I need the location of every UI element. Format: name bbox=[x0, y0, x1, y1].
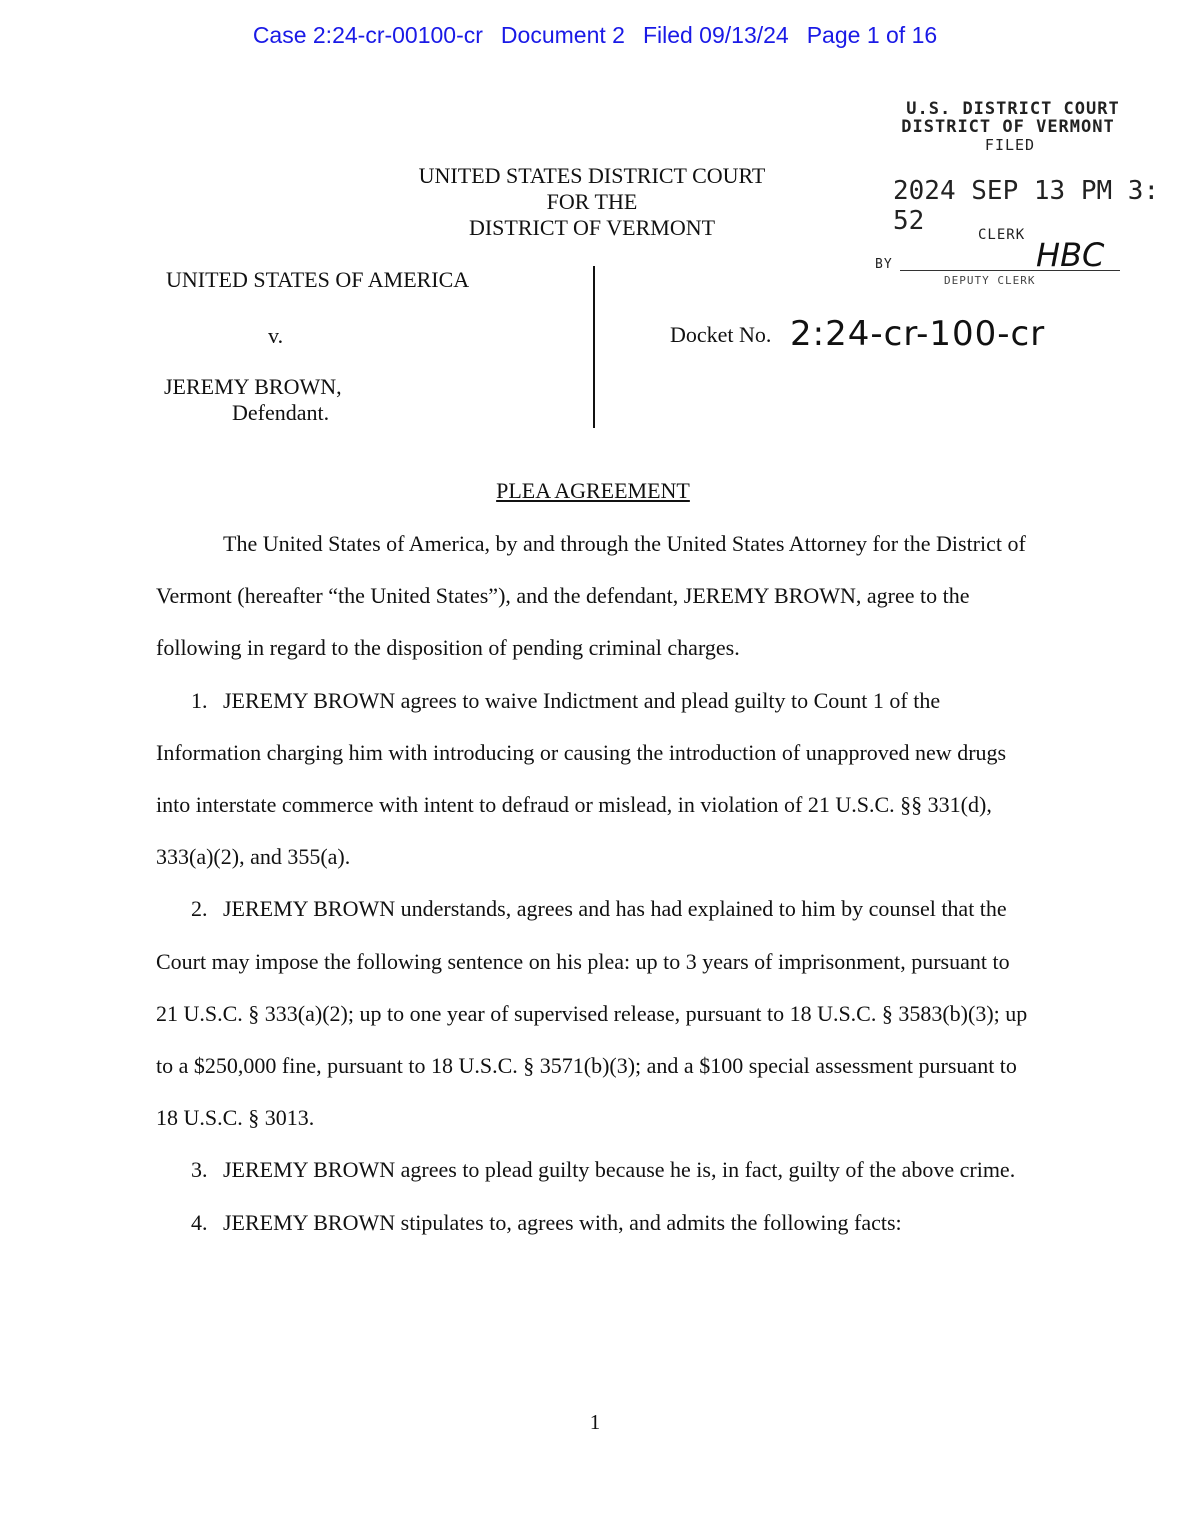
paragraph-2 bbox=[156, 883, 1036, 1144]
caption-defendant-role: Defendant. bbox=[232, 400, 330, 425]
paragraph-3-text: JEREMY BROWN agrees to plead guilty because he is, in fact, guilty of the above crime. bbox=[223, 1157, 1016, 1183]
paragraph-3-number: 3. bbox=[191, 1157, 208, 1183]
stamp-deputy: DEPUTY CLERK bbox=[944, 274, 1036, 287]
stamp-district: DISTRICT OF VERMONT bbox=[901, 117, 1115, 137]
document-number: Document 2 bbox=[500, 22, 625, 48]
stamp-by: BY bbox=[875, 257, 893, 272]
court-name: UNITED STATES DISTRICT COURT bbox=[418, 163, 766, 188]
paragraph-1-text: JEREMY BROWN agrees to waive Indictment and plead guilty to Count 1 of the Information charging him with introducing or causing the introduction of unapproved new drugs into interstate commerce with intent to defraud or mislead, in violation of 21 U.S.C. §§ 331(d), 333(a)(2), and 355(a). bbox=[156, 687, 1007, 870]
page-number: 1 bbox=[589, 1410, 601, 1434]
court-district: DISTRICT OF VERMONT bbox=[468, 215, 716, 240]
deputy-clerk-initials: HBC bbox=[1036, 236, 1105, 274]
stamp-clerk: CLERK bbox=[978, 227, 1026, 243]
page-count: Page 1 of 16 bbox=[806, 22, 938, 48]
document-body bbox=[156, 518, 1036, 1249]
paragraph-2-number: 2. bbox=[191, 896, 208, 922]
paragraph-1-number: 1. bbox=[191, 687, 208, 713]
stamp-datetime: 2024 SEP 13 PM 3: 52 bbox=[893, 176, 1160, 236]
stamp-court: U.S. DISTRICT COURT bbox=[906, 99, 1120, 119]
paragraph-4-text: JEREMY BROWN stipulates to, agrees with, and admits the following facts: bbox=[223, 1209, 902, 1235]
caption-plaintiff: UNITED STATES OF AMERICA bbox=[166, 267, 470, 292]
case-number: Case 2:24-cr-00100-cr bbox=[252, 22, 483, 48]
filed-date: Filed 09/13/24 bbox=[642, 22, 789, 48]
caption-versus: v. bbox=[268, 323, 284, 348]
paragraph-1 bbox=[156, 675, 1036, 884]
docket-label: Docket No. bbox=[670, 322, 772, 347]
court-for-the: FOR THE bbox=[546, 189, 638, 214]
caption-divider bbox=[593, 266, 595, 428]
paragraph-3 bbox=[156, 1144, 1036, 1196]
ecf-header bbox=[0, 22, 1190, 49]
stamp-filed: FILED bbox=[984, 136, 1036, 154]
intro-paragraph: The United States of America, by and through the United States Attorney for the District of Vermont (hereafter “the United States”), and the defendant, JEREMY BROWN, agree to the following in regard to the disposition of pending criminal charges. bbox=[156, 531, 1026, 661]
court-heading bbox=[380, 163, 804, 241]
docket-number: 2:24-cr-100-cr bbox=[790, 314, 1046, 354]
caption-defendant: JEREMY BROWN, bbox=[164, 374, 342, 399]
document-title: PLEA AGREEMENT bbox=[496, 478, 690, 503]
paragraph-4 bbox=[156, 1197, 1036, 1249]
paragraph-4-number: 4. bbox=[191, 1209, 208, 1235]
paragraph-2-text: JEREMY BROWN understands, agrees and has had explained to him by counsel that the Court may impose the following sentence on his plea: up to 3 years of imprisonment, pursuant to 21 U.S.C. § 333(a)(2); up to one year of supervised release, pursuant to 18 U.S.C. § 3583(b)(3); up to a $250,000 fine, pursuant to 18 U.S.C. § 3571(b)(3); and a $100 special assessment pursuant to 18 U.S.C. § 3013. bbox=[156, 896, 1028, 1131]
